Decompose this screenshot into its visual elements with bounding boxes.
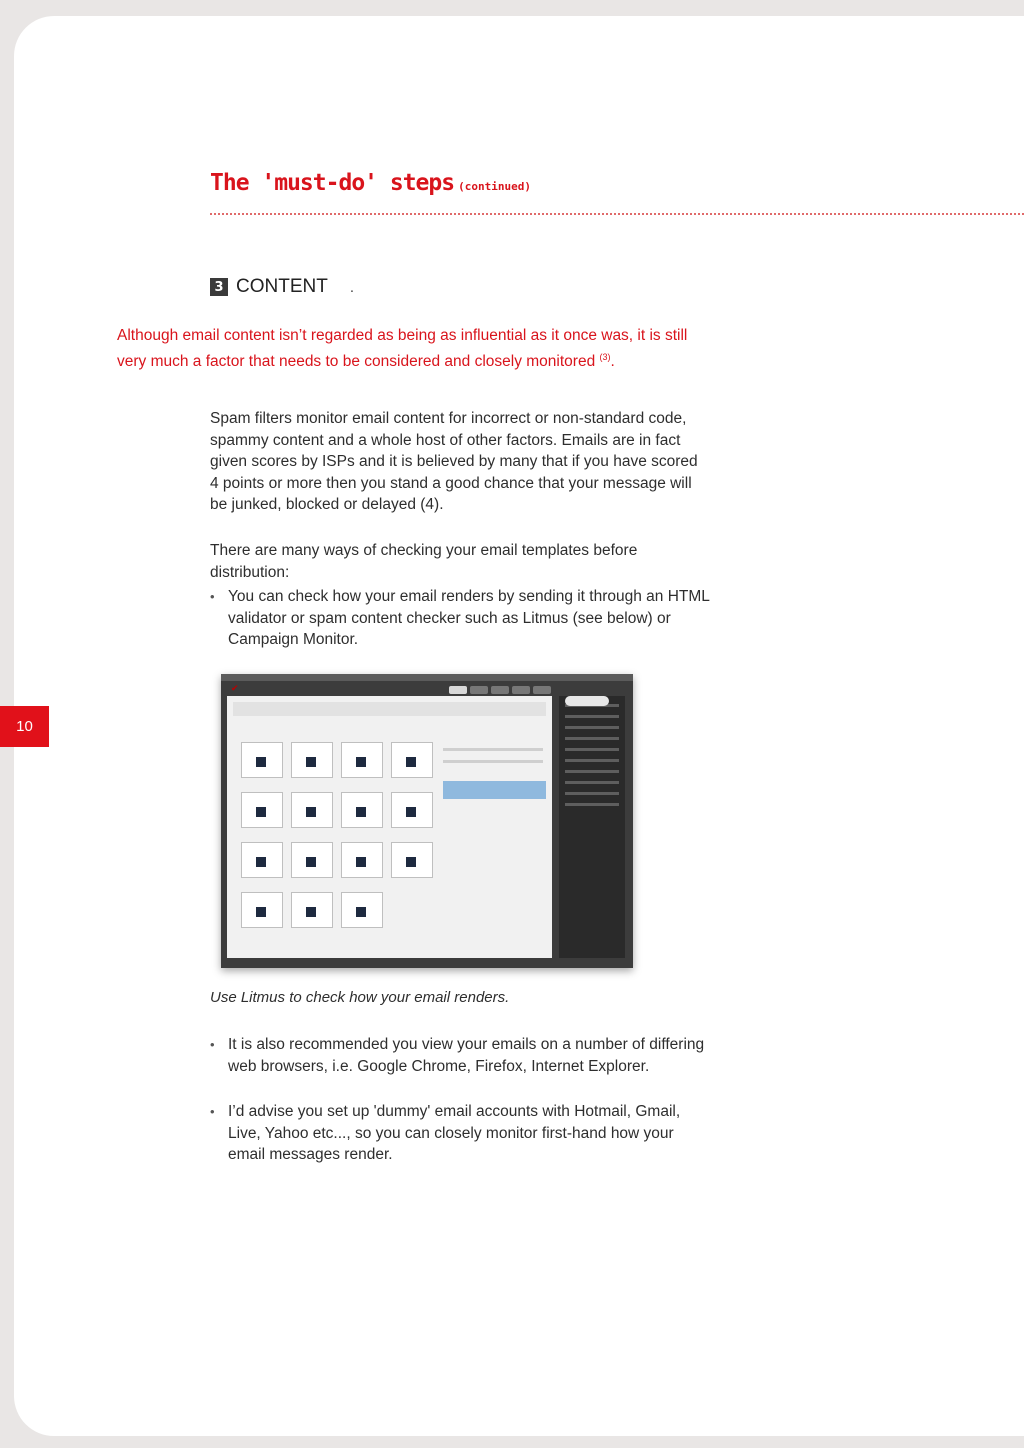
screenshot-text-lines — [443, 748, 543, 772]
email-preview-thumbnail — [341, 792, 383, 828]
section-heading — [210, 276, 354, 298]
email-preview-thumbnail — [291, 742, 333, 778]
screenshot-thumbnail-grid — [241, 742, 431, 928]
screenshot-sidebar — [559, 696, 625, 958]
screenshot-sidebar-button — [565, 696, 609, 706]
email-preview-thumbnail — [291, 792, 333, 828]
section-title: CONTENT — [236, 276, 328, 297]
intro-reference: (3) — [599, 351, 611, 362]
screenshot-tab — [533, 686, 551, 694]
email-preview-thumbnail — [241, 742, 283, 778]
bullet-item-3: • I’d advise you set up 'dummy' email accounts with Hotmail, Gmail, Live, Yahoo etc..., so you can closely monitor first-hand how your email messages render. — [210, 1101, 710, 1166]
email-preview-thumbnail — [241, 892, 283, 928]
screenshot-menubar — [221, 674, 633, 681]
screenshot-tab — [491, 686, 509, 694]
screenshot-tab — [470, 686, 488, 694]
section-number-badge: 3 — [210, 278, 228, 296]
screenshot-main-panel — [227, 696, 552, 958]
email-preview-thumbnail — [341, 892, 383, 928]
email-preview-thumbnail — [241, 792, 283, 828]
intro-text: Although email content isn’t regarded as being as influential as it once was, it is still very much a factor that needs to be considered and closely monitored — [117, 327, 688, 370]
title-subtitle: (continued) — [458, 180, 531, 193]
email-preview-thumbnail — [341, 742, 383, 778]
page-number-tab: 10 — [0, 706, 49, 747]
intro-paragraph — [117, 325, 717, 372]
email-preview-thumbnail — [241, 842, 283, 878]
title-divider — [210, 213, 1024, 215]
screenshot-highlight-box — [443, 781, 546, 799]
email-preview-thumbnail — [391, 742, 433, 778]
screenshot-header-bar — [233, 702, 546, 716]
screenshot-tabs — [449, 686, 551, 694]
title-text: The 'must-do' steps — [210, 170, 455, 196]
email-preview-thumbnail — [391, 792, 433, 828]
screenshot-tab — [449, 686, 467, 694]
intro-end: . — [610, 352, 615, 370]
email-preview-thumbnail — [291, 842, 333, 878]
section-trailing-mark: . — [349, 278, 354, 296]
email-preview-thumbnail — [341, 842, 383, 878]
screenshot-tab — [512, 686, 530, 694]
bullet-item-1: • You can check how your email renders by sending it through an HTML validator or spam content checker such as Litmus (see below) or Campaign Monitor. — [210, 586, 710, 651]
page-title — [210, 170, 531, 196]
body-paragraph-1: Spam filters monitor email content for incorrect or non-standard code, spammy content and a whole host of other factors. Emails are in fact given scores by ISPs and it is believed by many that if you have scored 4 points or more then you stand a good chance that your message will be junked, blocked or delayed (4). — [210, 410, 698, 513]
body-paragraph-2: There are many ways of checking your email templates before distribution: — [210, 542, 638, 581]
figure-caption: Use Litmus to check how your email renders. — [210, 989, 510, 1006]
email-preview-thumbnail — [391, 842, 433, 878]
email-preview-thumbnail — [291, 892, 333, 928]
litmus-logo-icon: ✔ — [231, 684, 239, 694]
bullet-item-2: • It is also recommended you view your emails on a number of differing web browsers, i.e. Google Chrome, Firefox, Internet Explorer. — [210, 1034, 710, 1077]
litmus-screenshot — [221, 674, 633, 968]
